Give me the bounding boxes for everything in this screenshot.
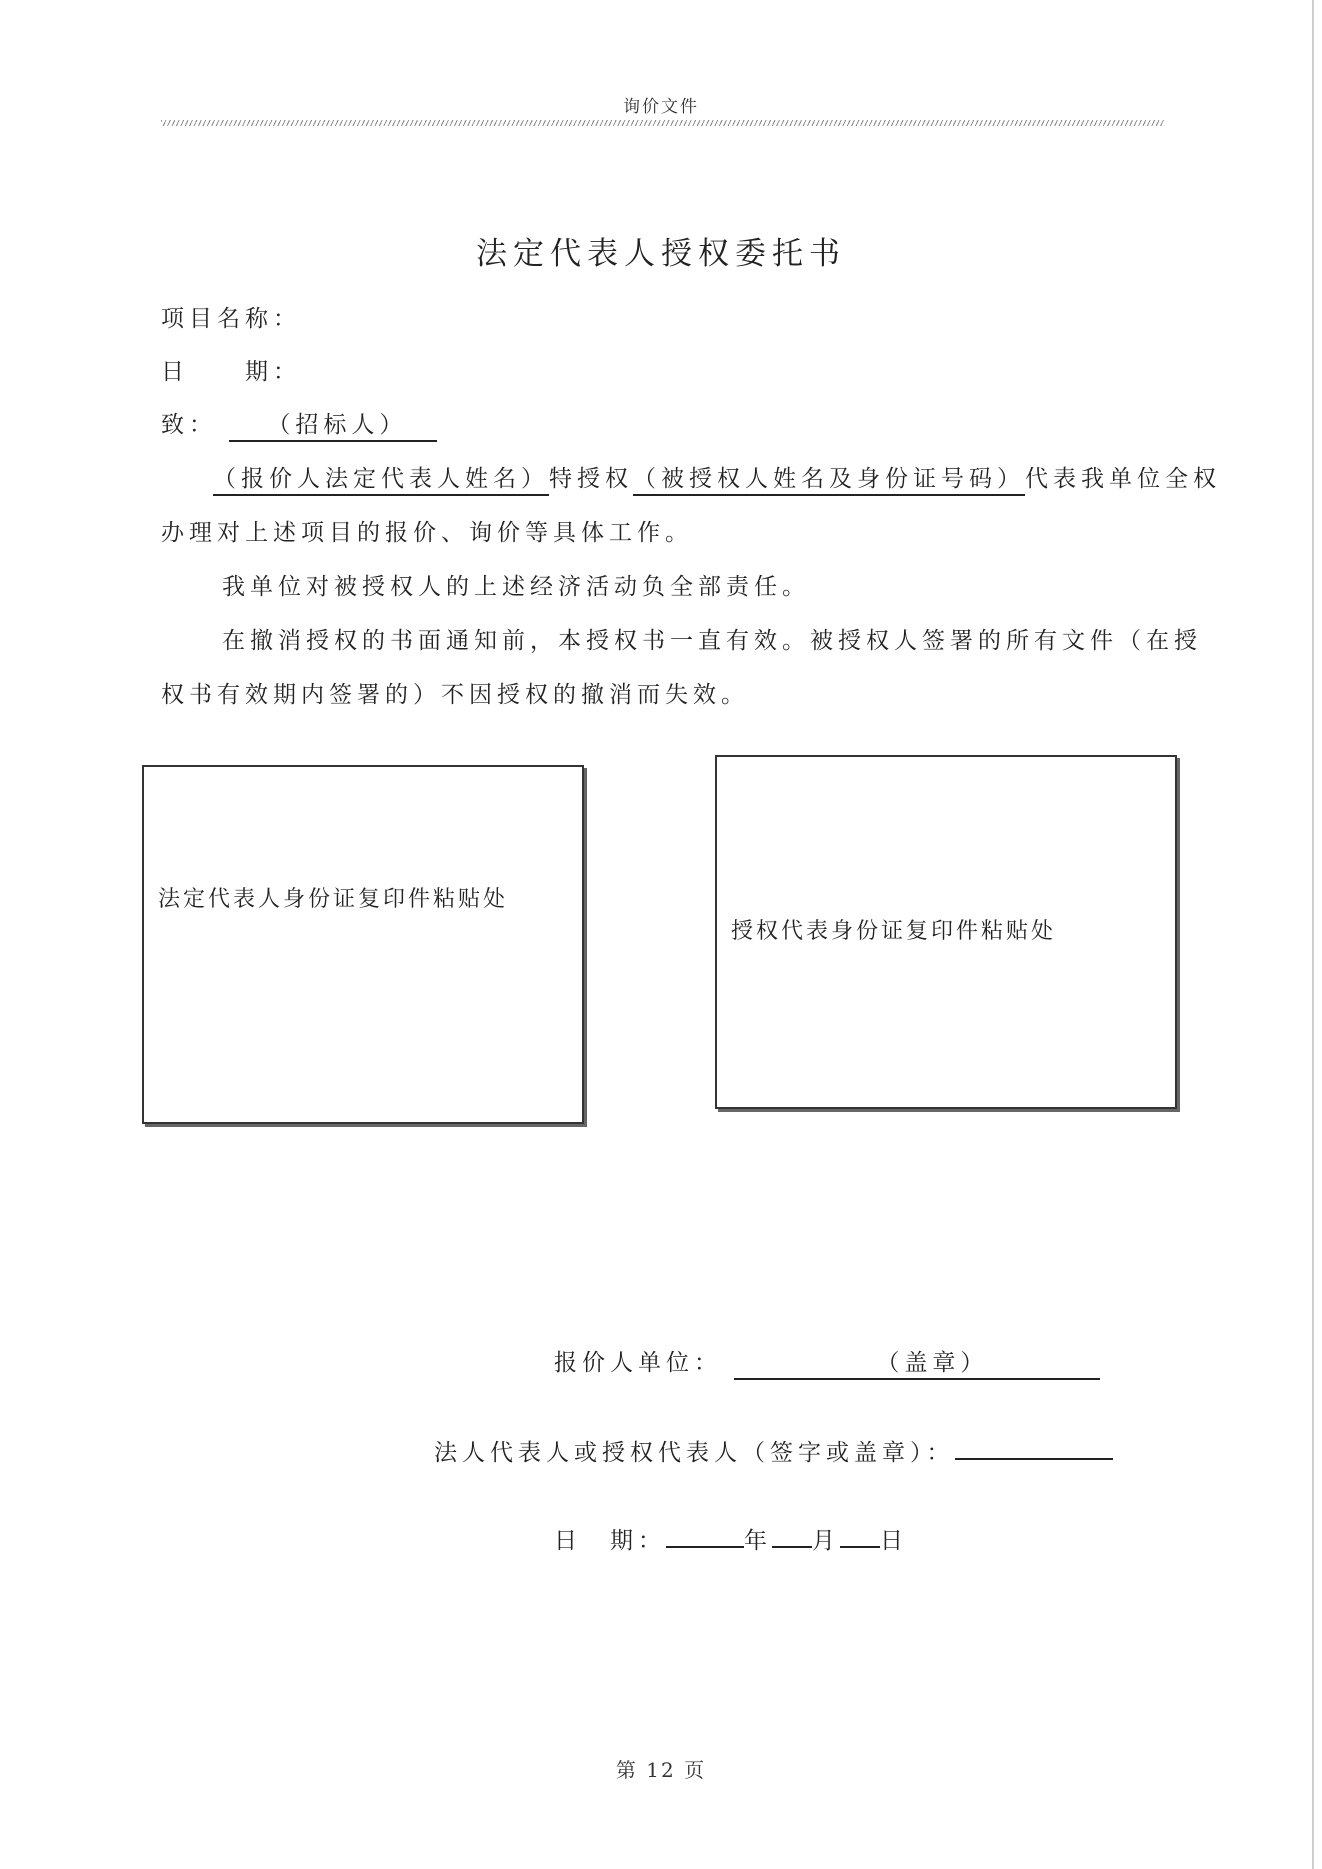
legal-rep-name-field: （报价人法定代表人姓名） <box>213 465 549 496</box>
month-label: 月 <box>812 1528 840 1554</box>
header-divider <box>161 120 1165 126</box>
company-label: 报价人单位： <box>554 1350 722 1376</box>
paragraph-1-line-2: 办理对上述项目的报价、询价等具体工作。 <box>161 520 693 546</box>
document-title: 法定代表人授权委托书 <box>476 236 846 272</box>
paragraph-3-line-2: 权书有效期内签署的）不因授权的撤消而失效。 <box>161 682 749 708</box>
legal-rep-id-paste-label: 法定代表人身份证复印件粘贴处 <box>158 887 509 912</box>
signature-blank <box>955 1432 1113 1460</box>
sign-date-label: 日 期： <box>554 1528 666 1554</box>
signer-line <box>434 1432 1113 1467</box>
month-blank <box>772 1520 812 1548</box>
company-seal-line <box>554 1344 1100 1380</box>
addressee-line <box>161 406 437 442</box>
year-label: 年 <box>744 1528 772 1554</box>
signer-label: 法人代表人或授权代表人（签字或盖章）： <box>434 1440 955 1466</box>
project-name-label: 项目名称： <box>161 306 301 332</box>
sign-date-line <box>554 1520 908 1555</box>
addressee-field: （招标人） <box>229 411 437 442</box>
paragraph-1-line-1: （报价人法定代表人姓名）特授权（被授权人姓名及身份证号码）代表我单位全权 <box>213 460 1221 496</box>
header-title: 询价文件 <box>623 97 699 117</box>
agent-name-id-field: （被授权人姓名及身份证号码） <box>633 465 1025 496</box>
paragraph-2: 我单位对被授权人的上述经济活动负全部责任。 <box>222 574 810 600</box>
authorized-rep-id-paste-box <box>715 755 1177 1109</box>
legal-rep-id-paste-box <box>142 765 584 1124</box>
paragraph-3-line-1: 在撤消授权的书面通知前，本授权书一直有效。被授权人签署的所有文件（在授 <box>222 628 1202 654</box>
day-label: 日 <box>880 1528 908 1554</box>
authorized-rep-id-paste-label: 授权代表身份证复印件粘贴处 <box>731 919 1057 944</box>
day-blank <box>840 1520 880 1548</box>
page-number: 第 12 页 <box>615 1758 707 1782</box>
date-label: 日 期： <box>161 359 301 385</box>
scan-edge-line <box>1312 0 1314 1869</box>
year-blank <box>666 1520 744 1548</box>
addressee-label: 致： <box>161 412 217 438</box>
company-seal-field: （盖章） <box>734 1349 1100 1380</box>
